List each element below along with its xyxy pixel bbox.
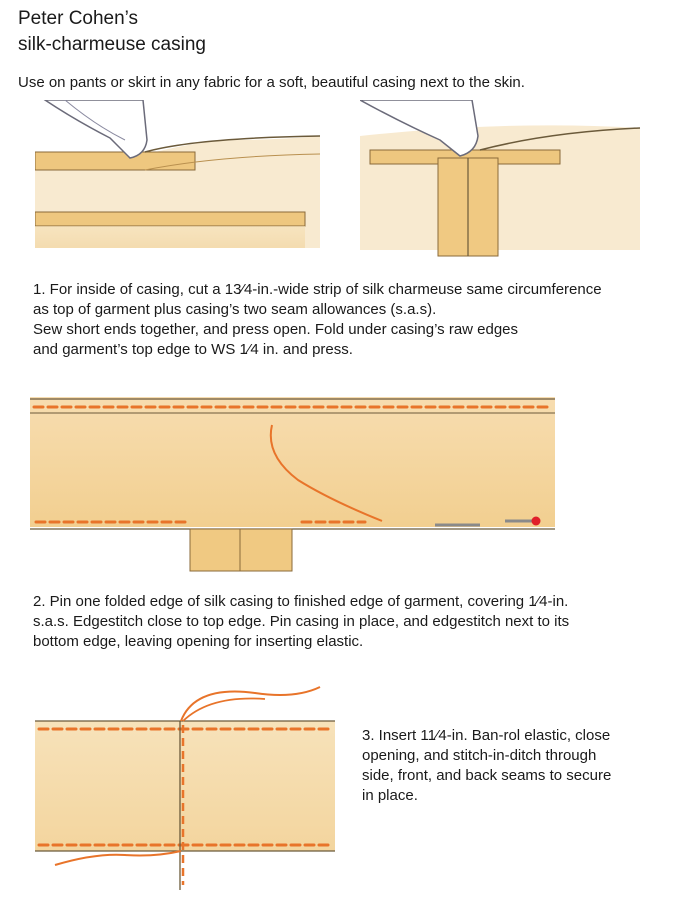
step-3-text	[362, 726, 662, 806]
step-2-line-3: bottom edge, leaving opening for inserting elastic.	[33, 633, 364, 650]
step-3-line-2: opening, and stitch-in-ditch through	[362, 747, 597, 764]
title-line-2: silk-charmeuse casing	[18, 34, 206, 55]
step-2-line-1: 2. Pin one folded edge of silk casing to finished edge of garment, covering 1⁄4-in.	[33, 593, 569, 610]
illustration-casing-pinned	[30, 395, 560, 575]
step-2-text	[33, 592, 673, 652]
step-3-line-3: side, front, and back seams to secure	[362, 767, 612, 784]
step-1-line-3: Sew short ends together, and press open. Fold under casing’s raw edges	[33, 321, 519, 338]
illustration-elastic-inserted	[35, 685, 345, 890]
subtitle: Use on pants or skirt in any fabric for a soft, beautiful casing next to the skin.	[18, 74, 525, 91]
page-title	[18, 6, 206, 58]
step-1-line-1: 1. For inside of casing, cut a 13⁄4-in.-wide strip of silk charmeuse same circumference	[33, 281, 602, 298]
step-3-line-4: in place.	[362, 787, 418, 804]
illustration-fold-edge	[35, 100, 320, 255]
title-line-1: Peter Cohen’s	[18, 8, 139, 29]
illustration-seam-open	[360, 100, 645, 260]
step-2-line-2: s.a.s. Edgestitch close to top edge. Pin casing in place, and edgestitch next to its	[33, 613, 570, 630]
step-1-text	[33, 280, 683, 360]
step-1-line-2: as top of garment plus casing’s two seam allowances (s.a.s).	[33, 301, 437, 318]
step-1-line-4: and garment’s top edge to WS 1⁄4 in. and press.	[33, 341, 353, 358]
step-3-line-1: 3. Insert 11⁄4-in. Ban-rol elastic, close	[362, 727, 611, 744]
